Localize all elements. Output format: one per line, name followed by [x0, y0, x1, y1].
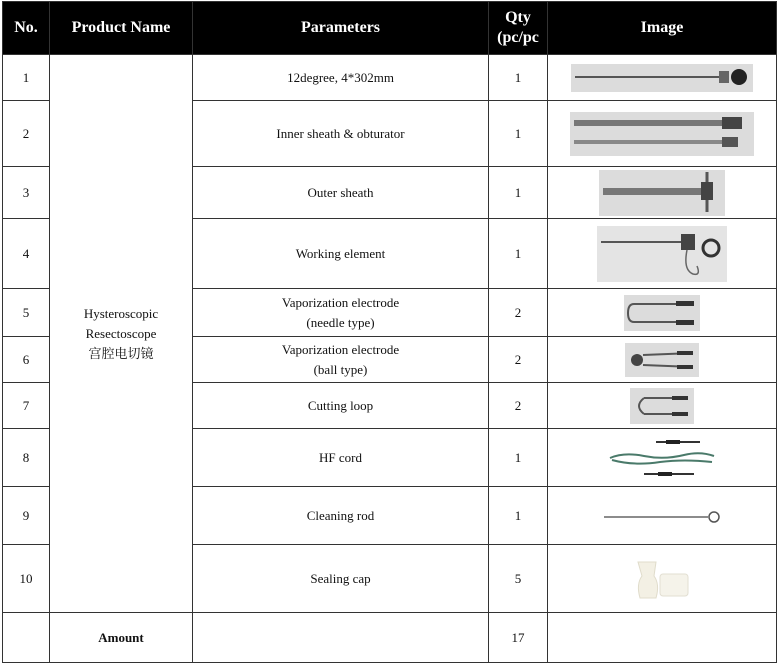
amount-empty-cell: [193, 613, 489, 663]
row-image: [548, 337, 777, 383]
row-parameter: Cleaning rod: [193, 487, 489, 545]
row-number: 6: [3, 337, 50, 383]
row-number: 8: [3, 429, 50, 487]
header-image: Image: [548, 2, 777, 55]
row-image: [548, 383, 777, 429]
amount-label: Amount: [50, 613, 193, 663]
row-image: [548, 289, 777, 337]
row-qty: 1: [489, 55, 548, 101]
row-number: 2: [3, 101, 50, 167]
outer-sheath-icon: [599, 170, 725, 216]
row-qty: 2: [489, 337, 548, 383]
row-image: [548, 429, 777, 487]
row-number: 3: [3, 167, 50, 219]
row-parameter: Outer sheath: [193, 167, 489, 219]
header-parameters: Parameters: [193, 2, 489, 55]
table-row: [3, 55, 777, 101]
cleaning-rod-icon: [602, 509, 722, 525]
ball-electrode-icon: [625, 343, 699, 377]
row-parameter: Sealing cap: [193, 545, 489, 613]
amount-empty-cell: [548, 613, 777, 663]
row-qty: 1: [489, 219, 548, 289]
row-parameter: Vaporization electrode (needle type): [193, 289, 489, 337]
row-parameter: Vaporization electrode (ball type): [193, 337, 489, 383]
header-product-name: Product Name: [50, 2, 193, 55]
hf-cord-icon: [604, 438, 720, 478]
row-qty: 1: [489, 101, 548, 167]
row-number: 10: [3, 545, 50, 613]
row-qty: 1: [489, 487, 548, 545]
working-element-icon: [597, 226, 727, 282]
row-number: 4: [3, 219, 50, 289]
header-no: No.: [3, 2, 50, 55]
row-parameter: Cutting loop: [193, 383, 489, 429]
row-image: [548, 167, 777, 219]
row-parameter: Inner sheath & obturator: [193, 101, 489, 167]
product-name-en: Hysteroscopic Resectoscope: [83, 305, 159, 341]
row-parameter: Working element: [193, 219, 489, 289]
product-name-cn: 宫腔电切镜: [88, 345, 154, 361]
header-qty: Qty (pc/pc: [489, 2, 548, 55]
sealing-cap-icon: [630, 554, 694, 604]
inner-sheath-icon: [570, 112, 754, 156]
row-image: [548, 55, 777, 101]
row-number: 5: [3, 289, 50, 337]
amount-row: [3, 613, 777, 663]
row-qty: 1: [489, 167, 548, 219]
row-image: [548, 101, 777, 167]
row-parameter: HF cord: [193, 429, 489, 487]
row-parameter: 12degree, 4*302mm: [193, 55, 489, 101]
product-spec-table: [2, 1, 777, 663]
needle-electrode-icon: [624, 295, 700, 331]
product-name-cell: [50, 55, 193, 613]
row-qty: 1: [489, 429, 548, 487]
row-image: [548, 487, 777, 545]
header-row: [3, 2, 777, 55]
row-qty: 5: [489, 545, 548, 613]
cutting-loop-icon: [630, 388, 694, 424]
telescope-icon: [571, 64, 753, 92]
row-number: 9: [3, 487, 50, 545]
amount-qty: 17: [489, 613, 548, 663]
row-number: 1: [3, 55, 50, 101]
row-image: [548, 545, 777, 613]
amount-empty-cell: [3, 613, 50, 663]
row-qty: 2: [489, 289, 548, 337]
row-image: [548, 219, 777, 289]
row-number: 7: [3, 383, 50, 429]
row-qty: 2: [489, 383, 548, 429]
